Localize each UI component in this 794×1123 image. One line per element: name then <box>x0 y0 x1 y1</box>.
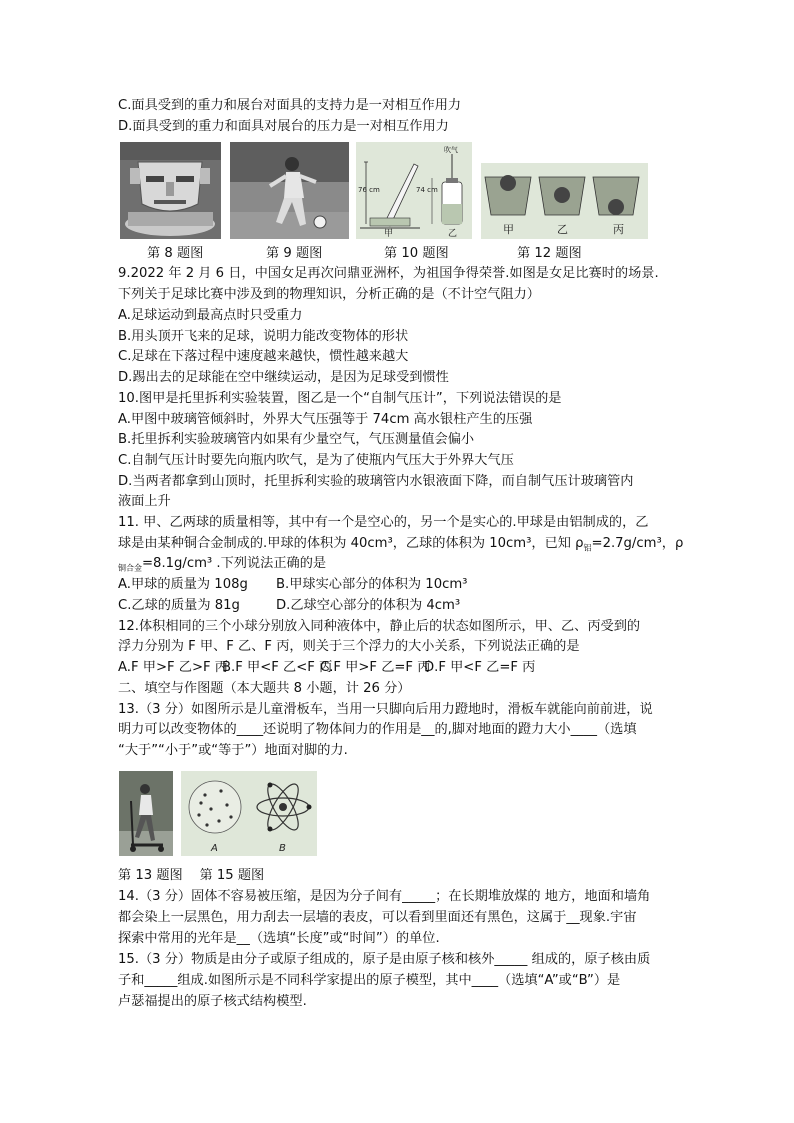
q9-option-b: B.用头顶开飞来的足球，说明力能改变物体的形状 <box>118 329 409 344</box>
figure-12-diagram <box>481 163 648 239</box>
q9-option-c: C.足球在下落过程中速度越来越快，惯性越来越大 <box>118 349 409 364</box>
label-model-b: B <box>279 843 286 854</box>
caption-fig-12: 第 12 题图 <box>517 246 582 261</box>
q12-stem-line1: 12.体积相同的三个小球分别放入同种液体中，静止后的状态如图所示，甲、乙、丙受到的 <box>118 619 641 634</box>
label-blow: 吹气 <box>444 146 458 154</box>
q10-option-d-line1: D.当两者都拿到山顶时，托里拆利实验的玻璃管内水银液面下降，而自制气压计玻璃管内 <box>118 474 634 489</box>
figure-15-atom-models <box>181 771 317 856</box>
label-74cm: 74 cm <box>416 186 438 194</box>
caption-fig-9: 第 9 题图 <box>266 246 323 261</box>
label-yi-12: 乙 <box>557 223 568 236</box>
caption-fig-10: 第 10 题图 <box>384 246 449 261</box>
q11-stem-line2: 球是由某种铜合金制成的.甲球的体积为 40cm³，乙球的体积为 10cm³，已知 $\rho_铝=2.7g$/cm³，ρ <box>118 536 684 553</box>
q9-stem-line1: 9.2022 年 2 月 6 日，中国女足再次问鼎亚洲杯，为祖国争得荣誉.如图是女足比赛时的场景. <box>118 266 659 281</box>
label-jia: 甲 <box>384 229 394 239</box>
figure-8-mask-photo <box>120 142 221 239</box>
q12-option-b: B.F 甲<F 乙<F 丙 <box>222 660 333 675</box>
q10-option-b: B.托里拆利实验玻璃管内如果有少量空气，气压测量值会偏小 <box>118 432 475 447</box>
label-yi: 乙 <box>448 229 458 239</box>
q12-option-d: D.F 甲<F 乙=F 丙 <box>424 660 536 675</box>
caption-fig-8: 第 8 题图 <box>147 246 204 261</box>
q11-option-c: C.乙球的质量为 81g <box>118 598 240 613</box>
q13-line3: “大于”“小于”或“等于”）地面对脚的力. <box>118 743 348 758</box>
q10-option-d-line2: 液面上升 <box>118 494 171 509</box>
q8-option-c: C.面具受到的重力和展台对面具的支持力是一对相互作用力 <box>118 98 462 113</box>
q9-option-d: D.踢出去的足球能在空中继续运动，是因为足球受到惯性 <box>118 370 449 385</box>
figure-10-diagram <box>356 142 472 239</box>
q14-line2: 都会染上一层黑色，用力刮去一层墙的表皮，可以看到里面还有黑色，这属于__现象.宇宙 <box>118 910 637 925</box>
figure-13-scooter-photo <box>119 771 173 856</box>
q12-option-a: A.F 甲>F 乙>F 丙 <box>118 660 228 675</box>
q8-option-d: D.面具受到的重力和面具对展台的压力是一对相互作用力 <box>118 119 449 134</box>
q13-line2: 明力可以改变物体的____还说明了物体间力的作用是__的,脚对地面的蹬力大小____（选填 <box>118 722 637 737</box>
q15-line2: 子和_____组成.如图所示是不同科学家提出的原子模型，其中____（选填“A”或“B”）是 <box>118 973 621 988</box>
q12-stem-line2: 浮力分别为 F 甲、F 乙、F 丙，则关于三个浮力的大小关系，下列说法正确的是 <box>118 639 580 654</box>
q10-option-c: C.自制气压计时要先向瓶内吹气，是为了使瓶内气压大于外界大气压 <box>118 453 514 468</box>
q9-stem-line2: 下列关于足球比赛中涉及到的物理知识，分析正确的是（不计空气阻力） <box>118 287 540 302</box>
q15-line1: 15.（3 分）物质是由分子或原子组成的，原子是由原子核和核外_____ 组成的，原子核由质 <box>118 952 651 967</box>
q10-option-a: A.甲图中玻璃管倾斜时，外界大气压强等于 74cm 高水银柱产生的压强 <box>118 412 533 427</box>
q11-option-d: D.乙球空心部分的体积为 4cm³ <box>276 598 461 613</box>
label-bing-12: 丙 <box>613 223 624 236</box>
q10-stem: 10.图甲是托里拆利实验装置，图乙是一个“自制气压计”，下列说法错误的是 <box>118 391 562 406</box>
q13-line1: 13.（3 分）如图所示是儿童滑板车，当用一只脚向后用力蹬地时，滑板车就能向前前进，说 <box>118 702 653 717</box>
q14-line3: 探索中常用的光年是__（选填“长度”或“时间”）的单位. <box>118 931 440 946</box>
q14-line1: 14.（3 分）固体不容易被压缩，是因为分子间有_____；在长期堆放煤的 地方，地面和墙角 <box>118 889 651 904</box>
q11-option-b: B.甲球实心部分的体积为 10cm³ <box>276 577 468 592</box>
q11-stem-line1: 11. 甲、乙两球的质量相等，其中有一个是空心的，另一个是实心的.甲球是由铝制成的，乙 <box>118 515 649 530</box>
section-2-title: 二、填空与作图题（本大题共 8 小题，计 26 分） <box>118 681 411 696</box>
captions-fig-13-15: 第 13 题图 第 15 题图 <box>118 868 265 883</box>
q11-option-a: A.甲球的质量为 108g <box>118 577 248 592</box>
label-jia-12: 甲 <box>503 223 514 236</box>
q15-line3: 卢瑟福提出的原子核式结构模型. <box>118 994 307 1009</box>
label-76cm: 76 cm <box>358 186 380 194</box>
figure-9-soccer-photo <box>230 142 349 239</box>
label-model-a: A <box>211 843 218 854</box>
q9-option-a: A.足球运动到最高点时只受重力 <box>118 308 303 323</box>
q12-option-c: C.F 甲>F 乙=F 丙 <box>320 660 431 675</box>
q11-stem-line3: $_{铜合金}$=8.1g/cm³ .下列说法正确的是 <box>118 556 327 573</box>
